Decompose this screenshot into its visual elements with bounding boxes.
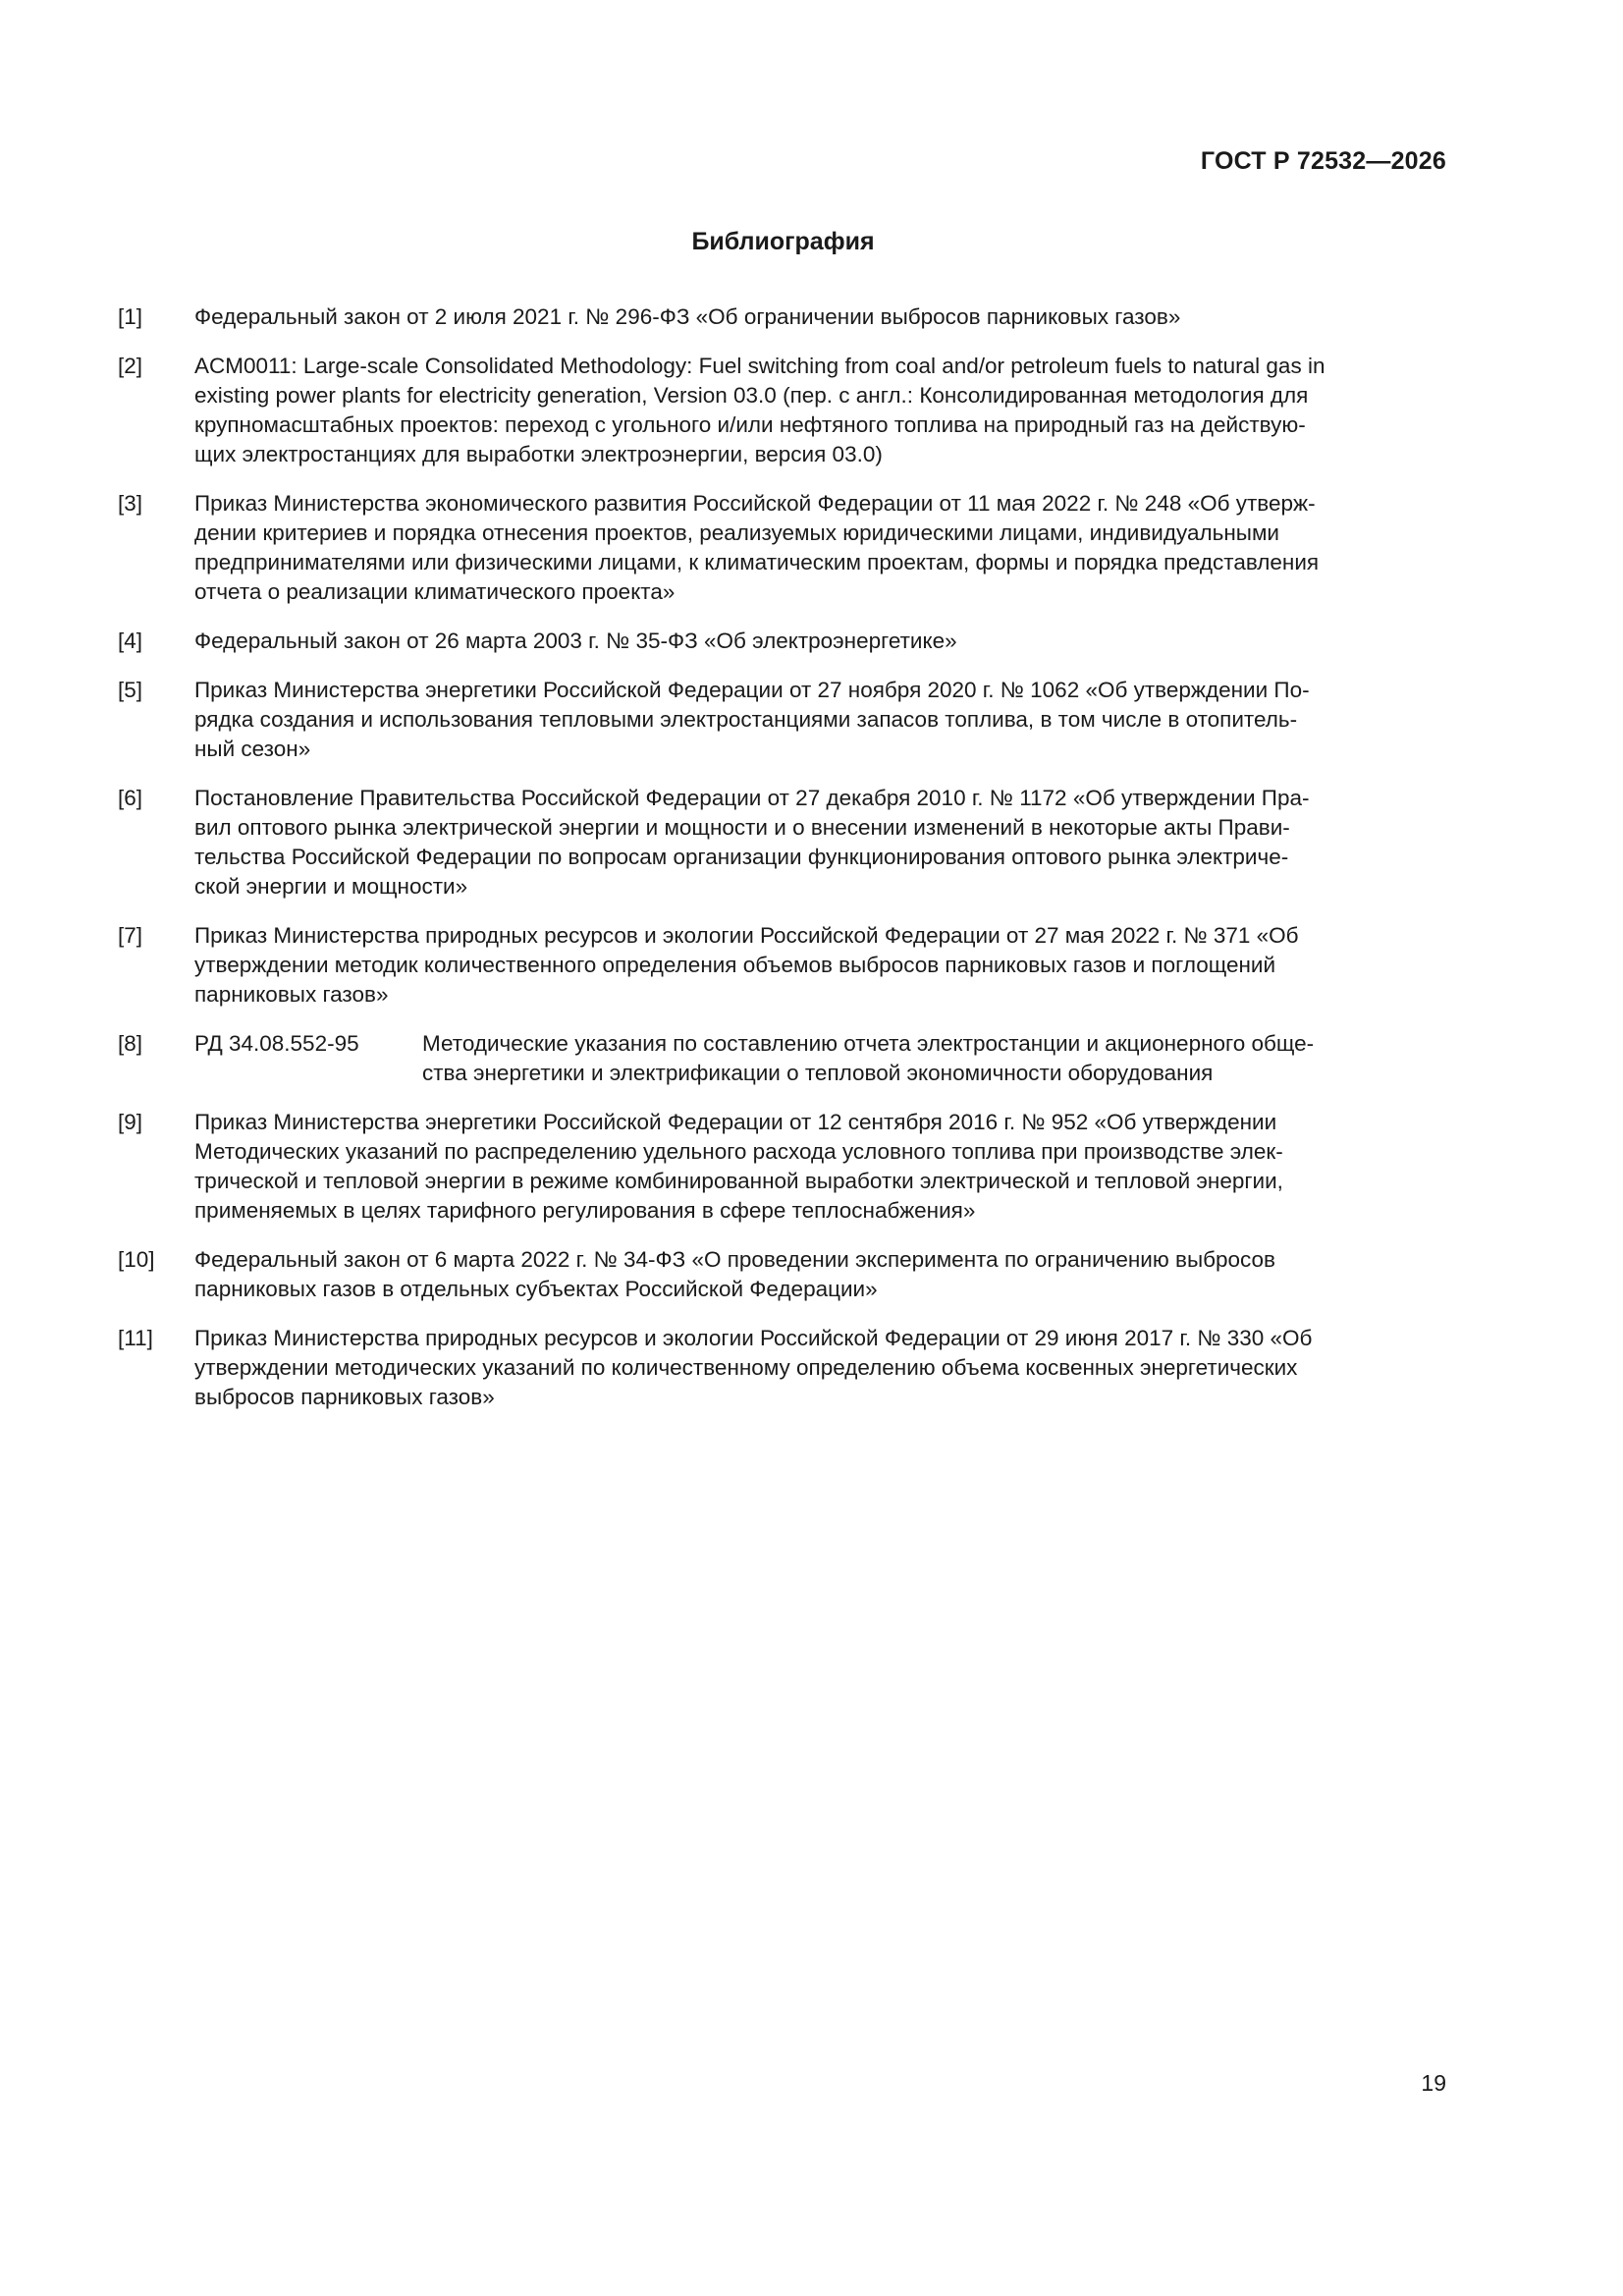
bibliography-entry-11 [118, 1324, 1448, 1412]
entry-number: [10] [118, 1247, 155, 1272]
entry-document-code: РД 34.08.552-95 [194, 1031, 359, 1056]
bibliography-entry-2 [118, 352, 1448, 469]
page-number: 19 [1421, 2070, 1446, 2096]
document-code-header: ГОСТ Р 72532—2026 [1200, 147, 1446, 175]
entry-number: [1] [118, 304, 143, 329]
bibliography-entry-3 [118, 489, 1448, 607]
entry-number: [11] [118, 1326, 153, 1350]
bibliography-entry-6 [118, 784, 1448, 902]
entry-number: [8] [118, 1031, 143, 1056]
bibliography-entry-4 [118, 627, 1448, 656]
entry-text: Приказ Министерства энергетики Российской Федерации от 27 ноября 2020 г. № 1062 «Об утверждении По- рядка создания и использования тепловыми электростанциями запасов топлива, в том числе в отопитель- ный сезон» [194, 678, 1310, 761]
entry-number: [3] [118, 491, 143, 516]
entry-text: ACM0011: Large-scale Consolidated Methodology: Fuel switching from coal and/or petroleum fuels to natural gas in existing power plants for electricity generation, Version 03.0 (пер. с англ.: Консолидированная методология для крупномасштабных проектов: переход с угольного и/или нефтяного топлива на природный газ на действую- щих электростанциях для выработки электроэнергии, версия 03.0) [194, 354, 1325, 466]
entry-text: Приказ Министерства природных ресурсов и экологии Российской Федерации от 29 июня 2017 г. № 330 «Об утверждении методических указаний по количественному определению объема косвенных энергетических выбросов парниковых газов» [194, 1326, 1313, 1409]
section-title: Библиография [691, 228, 875, 255]
entry-number: [9] [118, 1110, 143, 1134]
entry-number: [5] [118, 678, 143, 702]
entry-text: Федеральный закон от 6 марта 2022 г. № 34-ФЗ «О проведении эксперимента по ограничению выбросов парниковых газов в отдельных субъектах Российской Федерации» [194, 1247, 1275, 1301]
entry-number: [4] [118, 629, 143, 653]
bibliography-entry-8 [118, 1029, 1448, 1088]
entry-number: [6] [118, 786, 143, 810]
entry-text: Постановление Правительства Российской Федерации от 27 декабря 2010 г. № 1172 «Об утверждении Пра- вил оптового рынка электрической энергии и мощности и о внесении изменений в некоторые акты Прави- тельства Российской Федерации по вопросам организации функционирования оптового рынка электриче- ской энергии и мощности» [194, 786, 1310, 899]
entry-text: Приказ Министерства энергетики Российской Федерации от 12 сентября 2016 г. № 952 «Об утверждении Методических указаний по распределению удельного расхода условного топлива при производстве элек- трической и тепловой энергии в режиме комбинированной выработки электрической и тепловой энергии, применяемых в целях тарифного регулирования в сфере теплоснабжения» [194, 1110, 1283, 1223]
bibliography-list [118, 302, 1448, 1432]
entry-number: [2] [118, 354, 143, 378]
bibliography-entry-5 [118, 676, 1448, 764]
entry-text: Приказ Министерства экономического развития Российской Федерации от 11 мая 2022 г. № 248 «Об утверж- дении критериев и порядка отнесения проектов, реализуемых юридическими лицами, индивидуальными предпринимателями или физическими лицами, к климатическим проектам, формы и порядка представления отчета о реализации климатического проекта» [194, 491, 1320, 604]
bibliography-entry-7 [118, 921, 1448, 1010]
entry-text: Методические указания по составлению отчета электростанции и акционерного обще- ства энергетики и электрификации о тепловой экономичности оборудования [422, 1031, 1315, 1085]
bibliography-entry-9 [118, 1108, 1448, 1226]
bibliography-entry-10 [118, 1245, 1448, 1304]
entry-text: Приказ Министерства природных ресурсов и экологии Российской Федерации от 27 мая 2022 г. № 371 «Об утверждении методик количественного определения объемов выбросов парниковых газов и поглощений парниковых газов» [194, 923, 1299, 1007]
entry-text: Федеральный закон от 2 июля 2021 г. № 296-ФЗ «Об ограничении выбросов парниковых газов» [194, 304, 1181, 329]
entry-number: [7] [118, 923, 143, 948]
bibliography-entry-1 [118, 302, 1448, 332]
entry-text: Федеральный закон от 26 марта 2003 г. № 35-ФЗ «Об электроэнергетике» [194, 629, 957, 653]
